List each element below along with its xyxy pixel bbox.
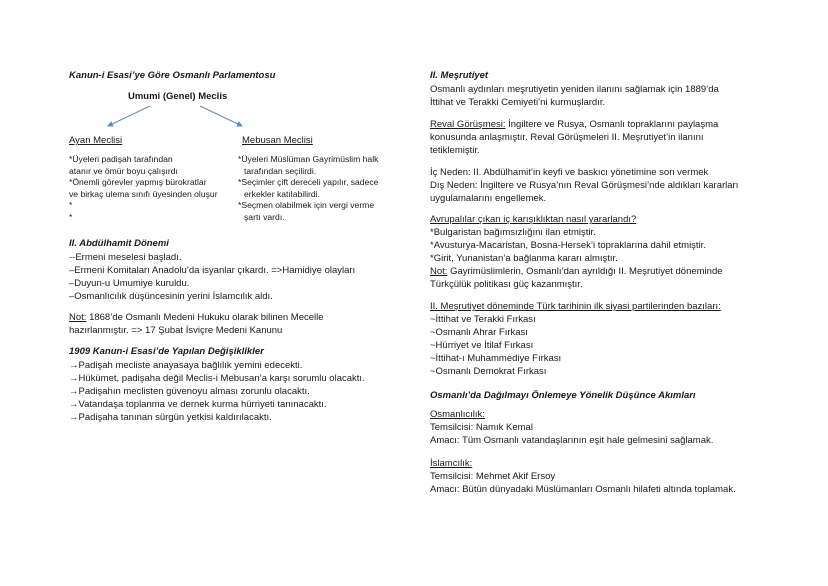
europe-item: *Girit, Yunanistan’a bağlanma kararı almıştır.: [430, 253, 618, 264]
ayan-line: *: [69, 211, 73, 222]
mesrutiyet-text: Osmanlı aydınları meşrutiyetin yeniden ilanını sağlamak için 1889’da İttihat ve Terakki Cemiyeti’ni kurmuşlardır.: [430, 84, 719, 108]
mebusan-heading: Mebusan Meclisi: [242, 135, 313, 146]
parties-block: [430, 300, 721, 378]
right-arrow-icon: →: [69, 360, 79, 371]
causes-block: İç Neden: II. Abdülhamit’in keyfi ve baskıcı yönetimine son vermek Dış Neden: İngiltere ve Rusya’nın Reval Görüşmesi’nde aldıkları kararları uygulamalarını engellemek.: [430, 167, 739, 204]
change-item: →Hükümet, padişaha değil Meclis-i Mebusan’a karşı sorumlu olacaktı.: [69, 373, 365, 384]
party-item: ~Hürriyet ve İtilaf Fırkası: [430, 340, 534, 351]
islamcilik-heading: İslamcılık:: [430, 458, 473, 469]
ayan-line: *Önemli görevler yapmış bürokratlar: [69, 177, 207, 187]
abdulhamit-line: –Ermeni Komitaları Anadolu’da isyanlar çıkardı. =>Hamidiye olayları: [69, 265, 356, 276]
mebusan-details: [238, 154, 378, 223]
abdulhamit-line: --Ermeni meselesi başladı.: [69, 252, 182, 263]
note-text: 1868’de Osmanlı Medeni Hukuku olarak bilinen Mecelle: [86, 312, 324, 323]
islamcilik-block: İslamcılık: Temsilcisi: Mehmet Akif Ersoy Amacı: Bütün dünyadaki Müslümanları Osmanlı hilafeti altında toplamak.: [430, 458, 736, 495]
right-arrow-icon: →: [69, 399, 79, 410]
change-item: →Padişaha tanınan sürgün yetkisi kaldırılacaktı.: [69, 412, 272, 423]
ayan-details: [69, 154, 218, 223]
europe-block: Avrupalılar çıkan iç karışıklıktan nasıl yararlandı? *Bulgaristan bağımsızlığını ilan etmiştir. *Avusturya-Macaristan, Bosna-Hersek’i topraklarına dahil etmiştir. *Girit, Yunanistan’a bağlanma kararı almıştır. Not: Gayrimüslimlerin, Osmanlı’dan ayrıldığı II. Meşrutiyet döneminde Türkçülük politikası güç kazanmıştır.: [430, 214, 723, 290]
europe-item: *Bulgaristan bağımsızlığını ilan etmiştir.: [430, 227, 596, 238]
osmanlicilik-heading: Osmanlıcılık:: [430, 409, 485, 420]
change-item: →Padişahın meclisten güvenoyu alması zorunlu olacaktı.: [69, 386, 310, 397]
ayan-line: *Üyeleri padişah tarafından: [69, 154, 173, 164]
parties-title: II. Meşrutiyet döneminde Türk tarihinin ilk siyasi partilerinden bazıları:: [430, 301, 721, 312]
mebusan-line: *Seçimler çift dereceli yapılır, sadece: [238, 177, 379, 187]
ayan-heading: Ayan Meclisi: [69, 135, 123, 146]
party-item: ~Osmanlı Ahrar Fırkası: [430, 327, 528, 338]
umumi-meclis-label: Umumi (Genel) Meclis: [128, 91, 228, 102]
akimlar-title: Osmanlı’da Dağılmayı Önlemeye Yönelik Düşünce Akımları: [430, 390, 696, 401]
reval-label: Reval Görüşmesi:: [430, 119, 506, 130]
external-cause: Dış Neden: İngiltere ve Rusya’nın Reval Görüşmesi’nde aldıkları kararları: [430, 180, 739, 191]
mebusan-line: *Seçmen olabilmek için vergi verme: [238, 200, 375, 210]
mecelle-note: [69, 311, 324, 337]
party-item: ~İttihat ve Terakki Fırkası: [430, 314, 536, 325]
europe-item: *Avusturya-Macaristan, Bosna-Hersek’i topraklarına dahil etmiştir.: [430, 240, 706, 251]
note-label: Not:: [430, 266, 448, 277]
ayan-line: atanır ve ömür boyu çalışırdı: [69, 165, 178, 176]
right-arrow-icon: →: [69, 386, 79, 397]
abdulhamit-title: II. Abdülhamit Dönemi: [69, 238, 169, 249]
internal-cause: İç Neden: II. Abdülhamit’in keyfi ve baskıcı yönetimine son vermek: [430, 167, 709, 178]
arrow-to-mebusan: [200, 106, 242, 126]
mesrutiyet-title: II. Meşrutiyet: [430, 70, 489, 81]
note-label: Not:: [69, 312, 87, 323]
ayan-line: ve birkaç ulema sınıfı üyesinden oluşur: [69, 188, 218, 199]
arrow-to-ayan: [108, 106, 150, 126]
right-arrow-icon: →: [69, 412, 79, 423]
change-item: →Vatandaşa toplanma ve dernek kurma hürriyeti tanınacaktı.: [69, 399, 327, 410]
right-arrow-icon: →: [69, 373, 79, 384]
party-item: ~İttihat-ı Muhammediye Fırkası: [430, 353, 562, 364]
abdulhamit-line: –Duyun-u Umumiye kuruldu.: [69, 278, 190, 289]
abdulhamit-line: –Osmanlıcılık düşüncesinin yerini İslamcılık aldı.: [69, 291, 273, 302]
note-text: hazırlanmıştır. => 17 Şubat İsviçre Medeni Kanunu: [69, 325, 283, 336]
osmanlicilik-block: Osmanlıcılık: Temsilcisi: Namık Kemal Amacı: Tüm Osmanlı vatandaşlarının eşit hale gelmesini sağlamak.: [430, 409, 714, 446]
mebusan-line: şartı vardı.: [244, 211, 285, 222]
europe-question: Avrupalılar çıkan iç karışıklıktan nasıl yararlandı?: [430, 214, 637, 225]
changes-title: 1909 Kanun-i Esasi’de Yapılan Değişiklikler: [69, 346, 264, 357]
mebusan-line: erkekler katılabilirdi.: [244, 188, 320, 199]
changes-list: [69, 359, 365, 424]
reval-block: Reval Görüşmesi: İngiltere ve Rusya, Osmanlı topraklarını paylaşma konusunda anlaşmıştır. Reval Görüşmeleri II. Meşrutiyet’in ilanını tetiklemiştir.: [430, 119, 719, 156]
ayan-line: *: [69, 200, 73, 210]
mebusan-line: tarafından seçilirdi.: [244, 165, 317, 176]
mebusan-line: *Üyeleri Müslüman Gayrimüslim halk: [238, 154, 379, 164]
abdulhamit-list: [69, 251, 355, 303]
party-item: ~Osmanlı Demokrat Fırkası: [430, 366, 547, 377]
change-item: →Padişah mecliste anayasaya bağlılık yemini edecekti.: [69, 360, 303, 371]
parliament-title: Kanun-i Esasi’ye Göre Osmanlı Parlamentosu: [69, 70, 276, 81]
